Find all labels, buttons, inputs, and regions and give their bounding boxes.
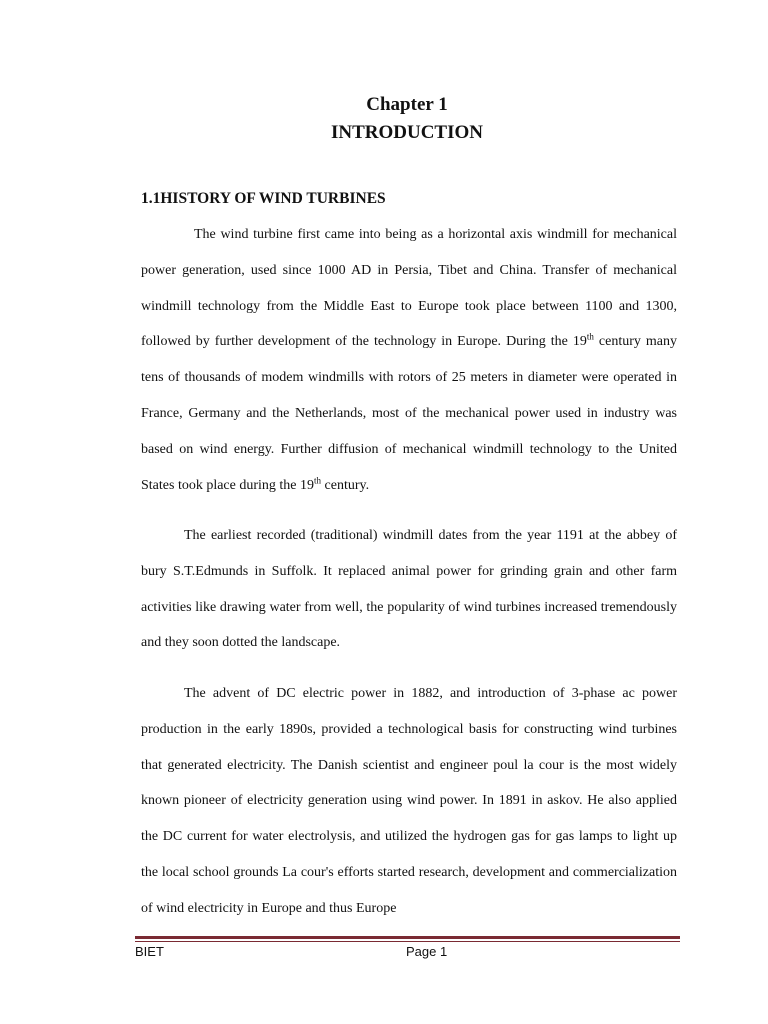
- footer-divider-thin: [135, 941, 680, 942]
- section-heading: 1.1HISTORY OF WIND TURBINES: [141, 190, 386, 207]
- ordinal-superscript: th: [586, 331, 594, 342]
- ordinal-superscript: th: [314, 474, 322, 485]
- chapter-title: INTRODUCTION: [330, 122, 484, 143]
- footer-institution: BIET: [135, 944, 164, 959]
- footer-divider: [135, 936, 680, 939]
- page-number: Page 1: [406, 944, 448, 959]
- paragraph-text: century.: [321, 477, 370, 493]
- paragraph-text: The wind turbine first came into being as a horizontal axis windmill for mechanical power generation, used since 1000 AD in Persia, Tibet and China. Transfer of mechanical windmill technology from the Middle East to Europe took place between 1100 and 1300, followed by further development of the technology in Europe. During the 19: [141, 227, 677, 350]
- paragraph-dc-power: The advent of DC electric power in 1882, and introduction of 3-phase ac power production in the early 1890s, provided a technological basis for constructing wind turbines that generated electricity. The Danish scientist and engineer poul la cour is the most widely known pioneer of electricity generation using wind power. In 1891 in askov. He also applied the DC current for water electrolysis, and utilized the hydrogen gas for gas lamps to light up the local school grounds La cour's efforts started research, development and commercialization of wind electricity in Europe and thus Europe: [141, 686, 677, 916]
- paragraph-text: century many tens of thousands of modem windmills with rotors of 25 meters in diameter were operated in France, Germany and the Netherlands, most of the mechanical power used in industry was based on wind energy. Further diffusion of mechanical windmill technology to the United States took place during the 19: [141, 334, 677, 493]
- paragraph-earliest-windmill: The earliest recorded (traditional) windmill dates from the year 1191 at the abbey of bury S.T.Edmunds in Suffolk. It replaced animal power for grinding grain and other farm activities like drawing water from well, the popularity of wind turbines increased tremendously and they soon dotted the landscape.: [141, 528, 677, 651]
- chapter-number: Chapter 1: [366, 94, 448, 115]
- paragraph-history: [141, 217, 677, 503]
